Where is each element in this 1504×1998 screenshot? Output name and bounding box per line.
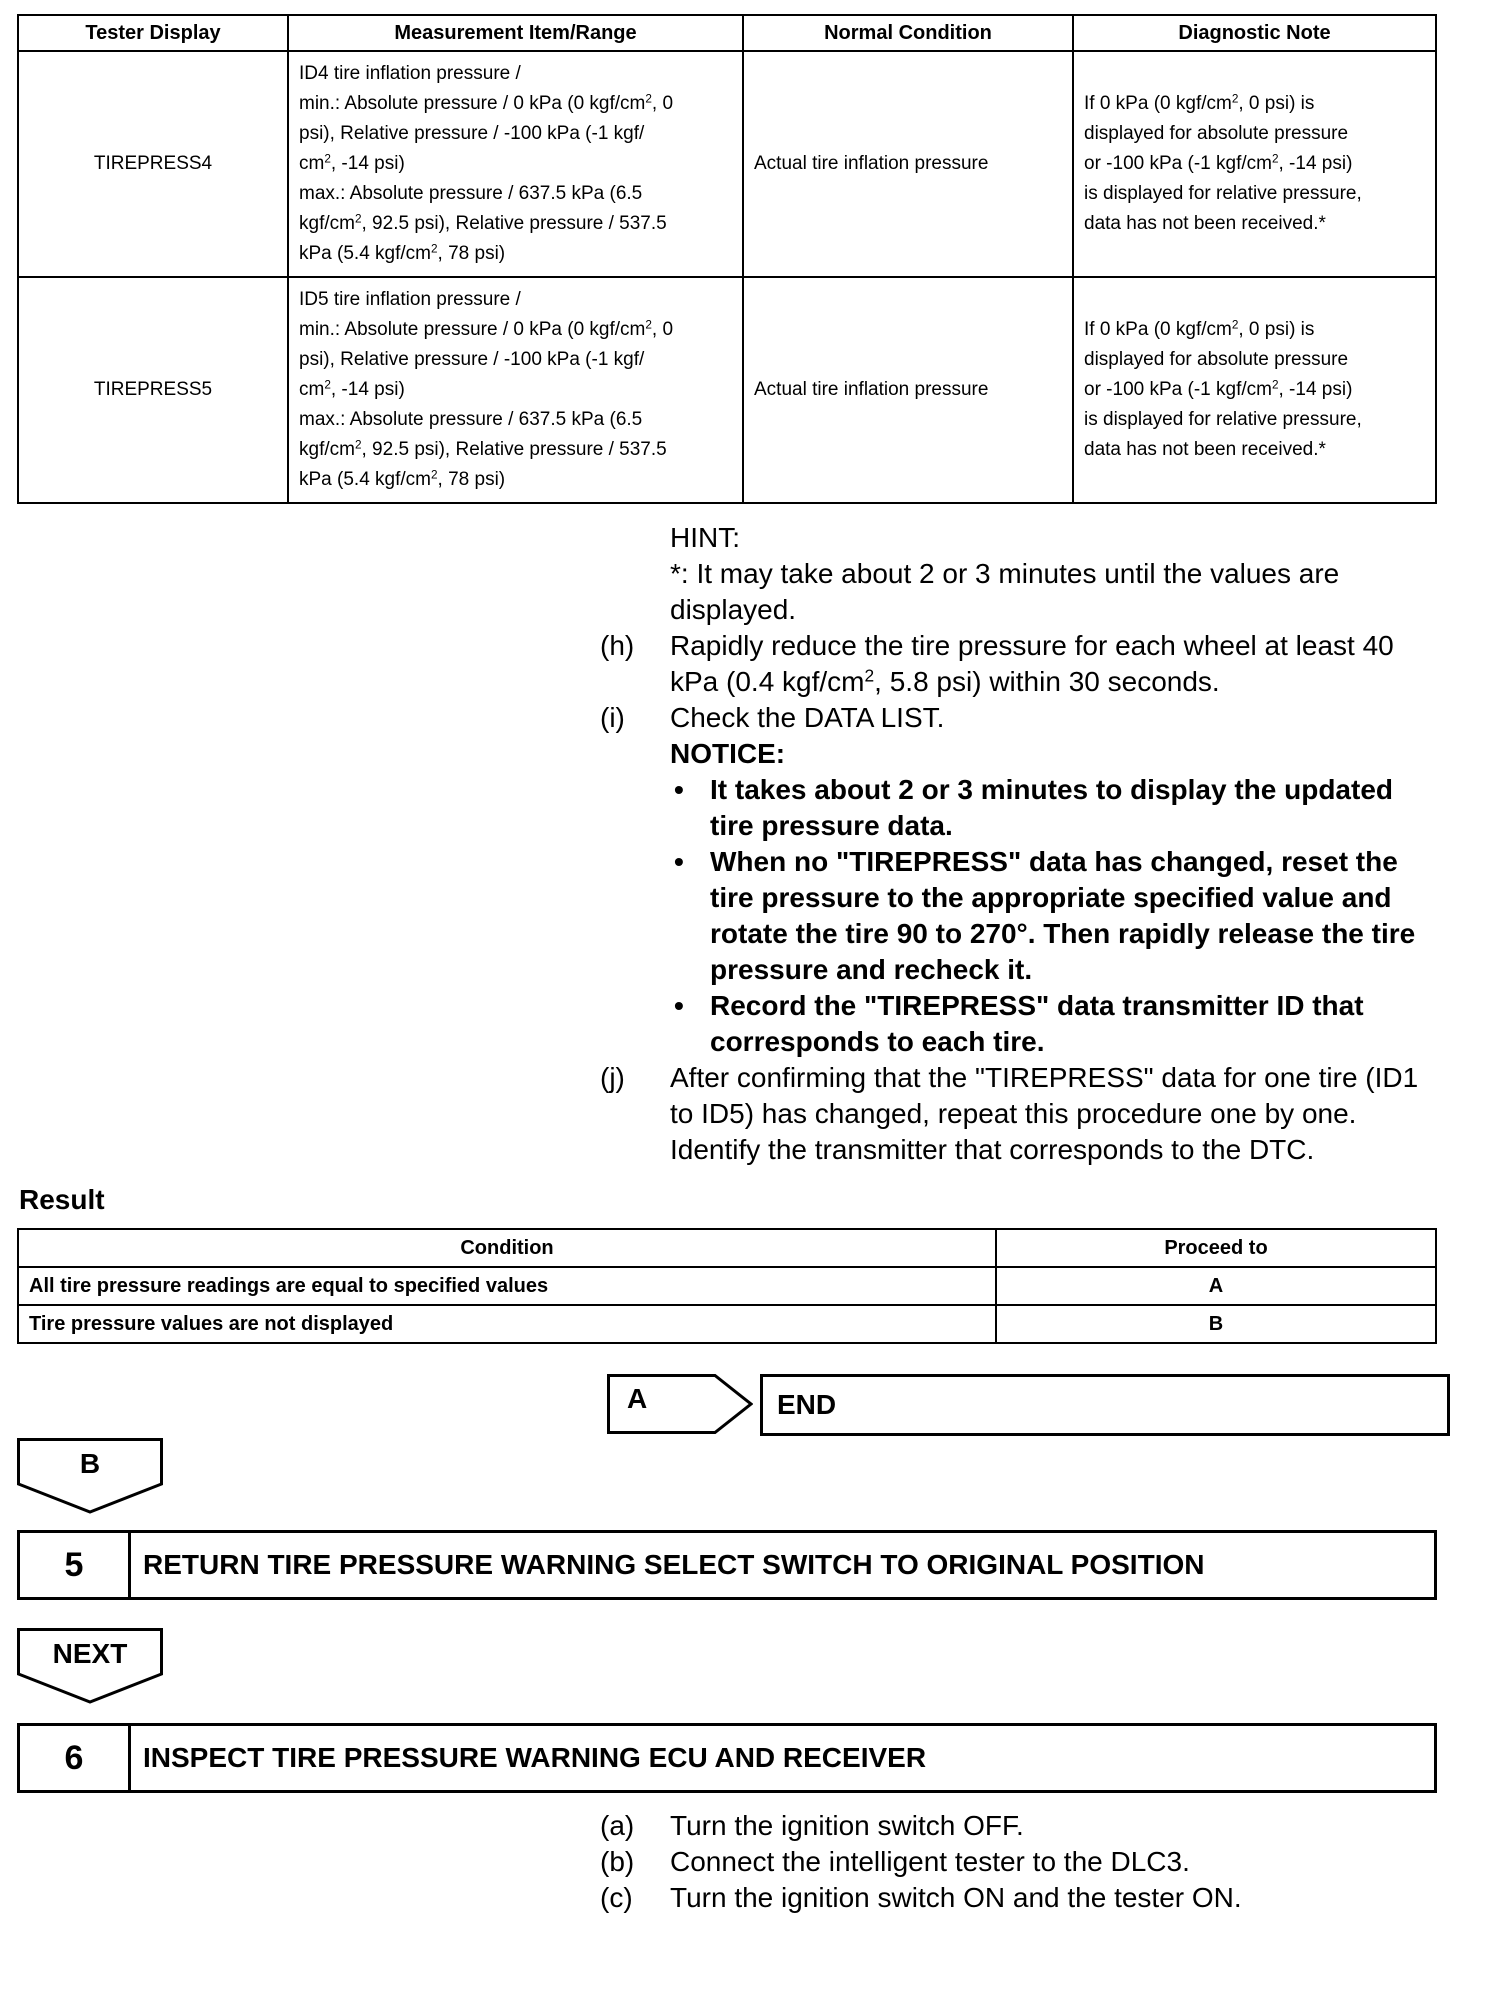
header-proceed-to: Proceed to	[996, 1229, 1436, 1267]
notice-title: NOTICE:	[670, 738, 786, 769]
hint-text: *: It may take about 2 or 3 minutes until the values are displayed.	[670, 558, 1340, 625]
hint-title: HINT:	[670, 522, 740, 553]
condition-cell: All tire pressure readings are equal to specified values	[18, 1267, 996, 1305]
step-h	[600, 628, 1440, 700]
flow-next-label: NEXT	[52, 1638, 128, 1669]
step-label: (a)	[600, 1810, 635, 1841]
proceed-cell: A	[996, 1267, 1436, 1305]
notice-item: • When no "TIREPRESS" data has changed, reset the tire pressure to the appropriate specified value and rotate the tire 90 to 270°. Then rapidly release the tire pressure and recheck it.	[670, 844, 1440, 988]
notice-item: • It takes about 2 or 3 minutes to display the updated tire pressure data.	[670, 772, 1440, 844]
step-title: INSPECT TIRE PRESSURE WARNING ECU AND RECEIVER	[143, 1742, 927, 1773]
header-normal-condition: Normal Condition	[743, 15, 1073, 51]
tester-display-cell: TIREPRESS4	[18, 51, 288, 277]
diagnostic-note-cell: If 0 kPa (0 kgf/$cm^2$, 0 psi) is displayed for absolute pressure or -100 kPa (-1 kgf/$cm^2$, -14 psi) is displayed for relative pressure, data has not been received.*	[1073, 51, 1436, 277]
step-a	[600, 1808, 1440, 1844]
procedure-section	[600, 520, 1440, 1168]
step-label: (h)	[600, 630, 635, 661]
normal-condition-cell: Actual tire inflation pressure	[743, 51, 1073, 277]
measurement-range-cell: ID5 tire inflation pressure / min.: Absolute pressure / 0 kPa (0 kgf/$cm^2$, 0 psi), Relative pressure / -100 kPa (-1 kgf/ $cm^2$, -14 psi) max.: Absolute pressure / 637.5 kPa (6.5 kgf/$cm^2$, 92.5 psi), Relative pressure / 537.5 kPa (5.4 kgf/$cm^2$, 78 psi)	[288, 277, 743, 503]
table-row	[18, 1305, 1436, 1343]
step-title: RETURN TIRE PRESSURE WARNING SELECT SWITCH TO ORIGINAL POSITION	[143, 1549, 1205, 1580]
step-6-box	[17, 1723, 1437, 1793]
step-b	[600, 1844, 1440, 1880]
data-list-table	[17, 14, 1437, 504]
flow-a-arrow	[607, 1374, 753, 1436]
step-text: Check the DATA LIST.	[670, 702, 945, 733]
table-header-row	[18, 15, 1436, 51]
step-5-box	[17, 1530, 1437, 1600]
diagnostic-note-cell: If 0 kPa (0 kgf/$cm^2$, 0 psi) is displayed for absolute pressure or -100 kPa (-1 kgf/$cm^2$, -14 psi) is displayed for relative pressure, data has not been received.*	[1073, 277, 1436, 503]
flow-b-marker	[17, 1438, 163, 1514]
normal-condition-cell: Actual tire inflation pressure	[743, 277, 1073, 503]
table-header-row	[18, 1229, 1436, 1267]
result-table	[17, 1228, 1437, 1344]
flow-next-marker	[17, 1628, 163, 1704]
table-row	[18, 1267, 1436, 1305]
step-number: 6	[20, 1726, 131, 1790]
end-box: END	[760, 1374, 1450, 1436]
flow-a-label: A	[627, 1383, 648, 1414]
tester-display-cell: TIREPRESS5	[18, 277, 288, 503]
header-measurement-item: Measurement Item/Range	[288, 15, 743, 51]
step-label: (i)	[600, 702, 625, 733]
hint-block	[600, 520, 1440, 628]
notice-item: • Record the "TIREPRESS" data transmitter ID that corresponds to each tire.	[670, 988, 1440, 1060]
header-tester-display: Tester Display	[18, 15, 288, 51]
step-label: (b)	[600, 1846, 635, 1877]
table-row	[18, 51, 1436, 277]
proceed-cell: B	[996, 1305, 1436, 1343]
step-i	[600, 700, 1440, 1060]
step-number: 5	[20, 1533, 131, 1597]
step-6-items	[600, 1808, 1440, 1916]
header-diagnostic-note: Diagnostic Note	[1073, 15, 1436, 51]
step-label: (j)	[600, 1062, 625, 1093]
flow-b-label: B	[79, 1448, 101, 1479]
measurement-range-cell: ID4 tire inflation pressure / min.: Absolute pressure / 0 kPa (0 kgf/$cm^2$, 0 psi), Relative pressure / -100 kPa (-1 kgf/ $cm^2$, -14 psi) max.: Absolute pressure / 637.5 kPa (6.5 kgf/$cm^2$, 92.5 psi), Relative pressure / 537.5 kPa (5.4 kgf/$cm^2$, 78 psi)	[288, 51, 743, 277]
condition-cell: Tire pressure values are not displayed	[18, 1305, 996, 1343]
result-title: Result	[19, 1184, 105, 1215]
table-row	[18, 277, 1436, 503]
step-text: Rapidly reduce the tire pressure for each wheel at least 40 kPa (0.4 kgf/$cm^2$, 5.8 psi) within 30 seconds.	[670, 630, 1394, 697]
step-text: After confirming that the "TIREPRESS" data for one tire (ID1 to ID5) has changed, repeat this procedure one by one. Identify the transmitter that corresponds to the DTC.	[670, 1062, 1419, 1165]
step-text: Turn the ignition switch ON and the tester ON.	[670, 1882, 1242, 1913]
step-j	[600, 1060, 1440, 1168]
header-condition: Condition	[18, 1229, 996, 1267]
step-label: (c)	[600, 1882, 633, 1913]
step-text: Connect the intelligent tester to the DLC3.	[670, 1846, 1190, 1877]
step-text: Turn the ignition switch OFF.	[670, 1810, 1024, 1841]
step-c	[600, 1880, 1440, 1916]
